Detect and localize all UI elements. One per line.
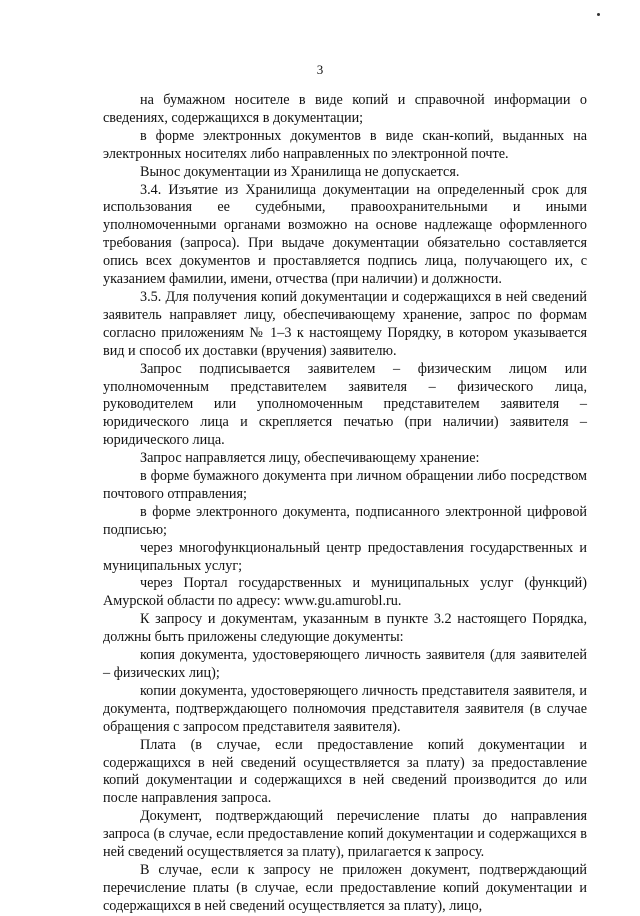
paragraph: Запрос подписывается заявителем – физическим лицом или уполномоченным представителем заявителя – физического лица, руководителем или уполномоченным представителем заявителя – юридического лица и скрепляется печатью (при наличии) заявителя – юридического лица.	[103, 360, 587, 449]
paragraph: В случае, если к запросу не приложен документ, подтверждающий перечисление платы (в случае, если предоставление копий документации и содержащихся в ней сведений осуществляется за плату), лицо,	[103, 861, 587, 914]
paragraph: в форме электронного документа, подписанного электронной цифровой подписью;	[103, 503, 587, 538]
paragraph: копия документа, удостоверяющего личность заявителя (для заявителей – физических лиц);	[103, 647, 587, 681]
paragraph: в форме бумажного документа при личном обращении либо посредством почтового отправления;	[103, 468, 587, 502]
paragraph: Плата (в случае, если предоставление копий документации и содержащихся в ней сведений осуществляется за плату) за предоставление копий документации и содержащихся в ней сведений производится до или после направления запроса.	[103, 736, 587, 807]
paragraph: в форме электронных документов в виде скан-копий, выданных на электронных носителях либо направленных по электронной почте.	[103, 127, 587, 162]
paragraph: К запросу и документам, указанным в пункте 3.2 настоящего Порядка, должны быть приложены следующие документы:	[103, 611, 587, 646]
paragraph: Документ, подтверждающий перечисление платы до направления запроса (в случае, если предоставление копий документации и содержащихся в ней сведений осуществляется за плату), прилагается к запросу.	[103, 808, 587, 861]
paragraph: через многофункциональный центр предоставления государственных и муниципальных услуг;	[103, 539, 587, 574]
paragraph: копии документа, удостоверяющего личность представителя заявителя, и документа, подтверждающего полномочия представителя заявителя (в случае обращения с запросом представителя заявителя).	[103, 682, 587, 735]
paragraph: 3.4. Изъятие из Хранилища документации на определенный срок для использования ее судебными, правоохранительными и иными уполномоченными органами возможно на основе надлежаще оформленного требования (запроса). При выдаче документации обязательно составляется опись всех документов и проставляется подпись лица, получающего их, с указанием фамилии, имени, отчества (при наличии) и должности.	[103, 181, 587, 288]
document-body	[103, 92, 587, 916]
paragraph: на бумажном носителе в виде копий и справочной информации о сведениях, содержащихся в документации;	[103, 92, 587, 126]
paragraph: Вынос документации из Хранилища не допускается.	[140, 163, 460, 180]
paragraph: Запрос направляется лицу, обеспечивающему хранение:	[140, 450, 480, 467]
paragraph: 3.5. Для получения копий документации и содержащихся в ней сведений заявитель направляет лицу, обеспечивающему хранение, запрос по формам согласно приложениям № 1–3 к настоящему Порядку, в котором указывается вид и способ их доставки (вручения) заявителю.	[103, 288, 587, 359]
paragraph: через Портал государственных и муниципальных услуг (функций) Амурской области по адресу: www.gu.amurobl.ru.	[103, 575, 587, 610]
scan-speck	[597, 13, 600, 16]
page-number: 3	[316, 62, 324, 77]
